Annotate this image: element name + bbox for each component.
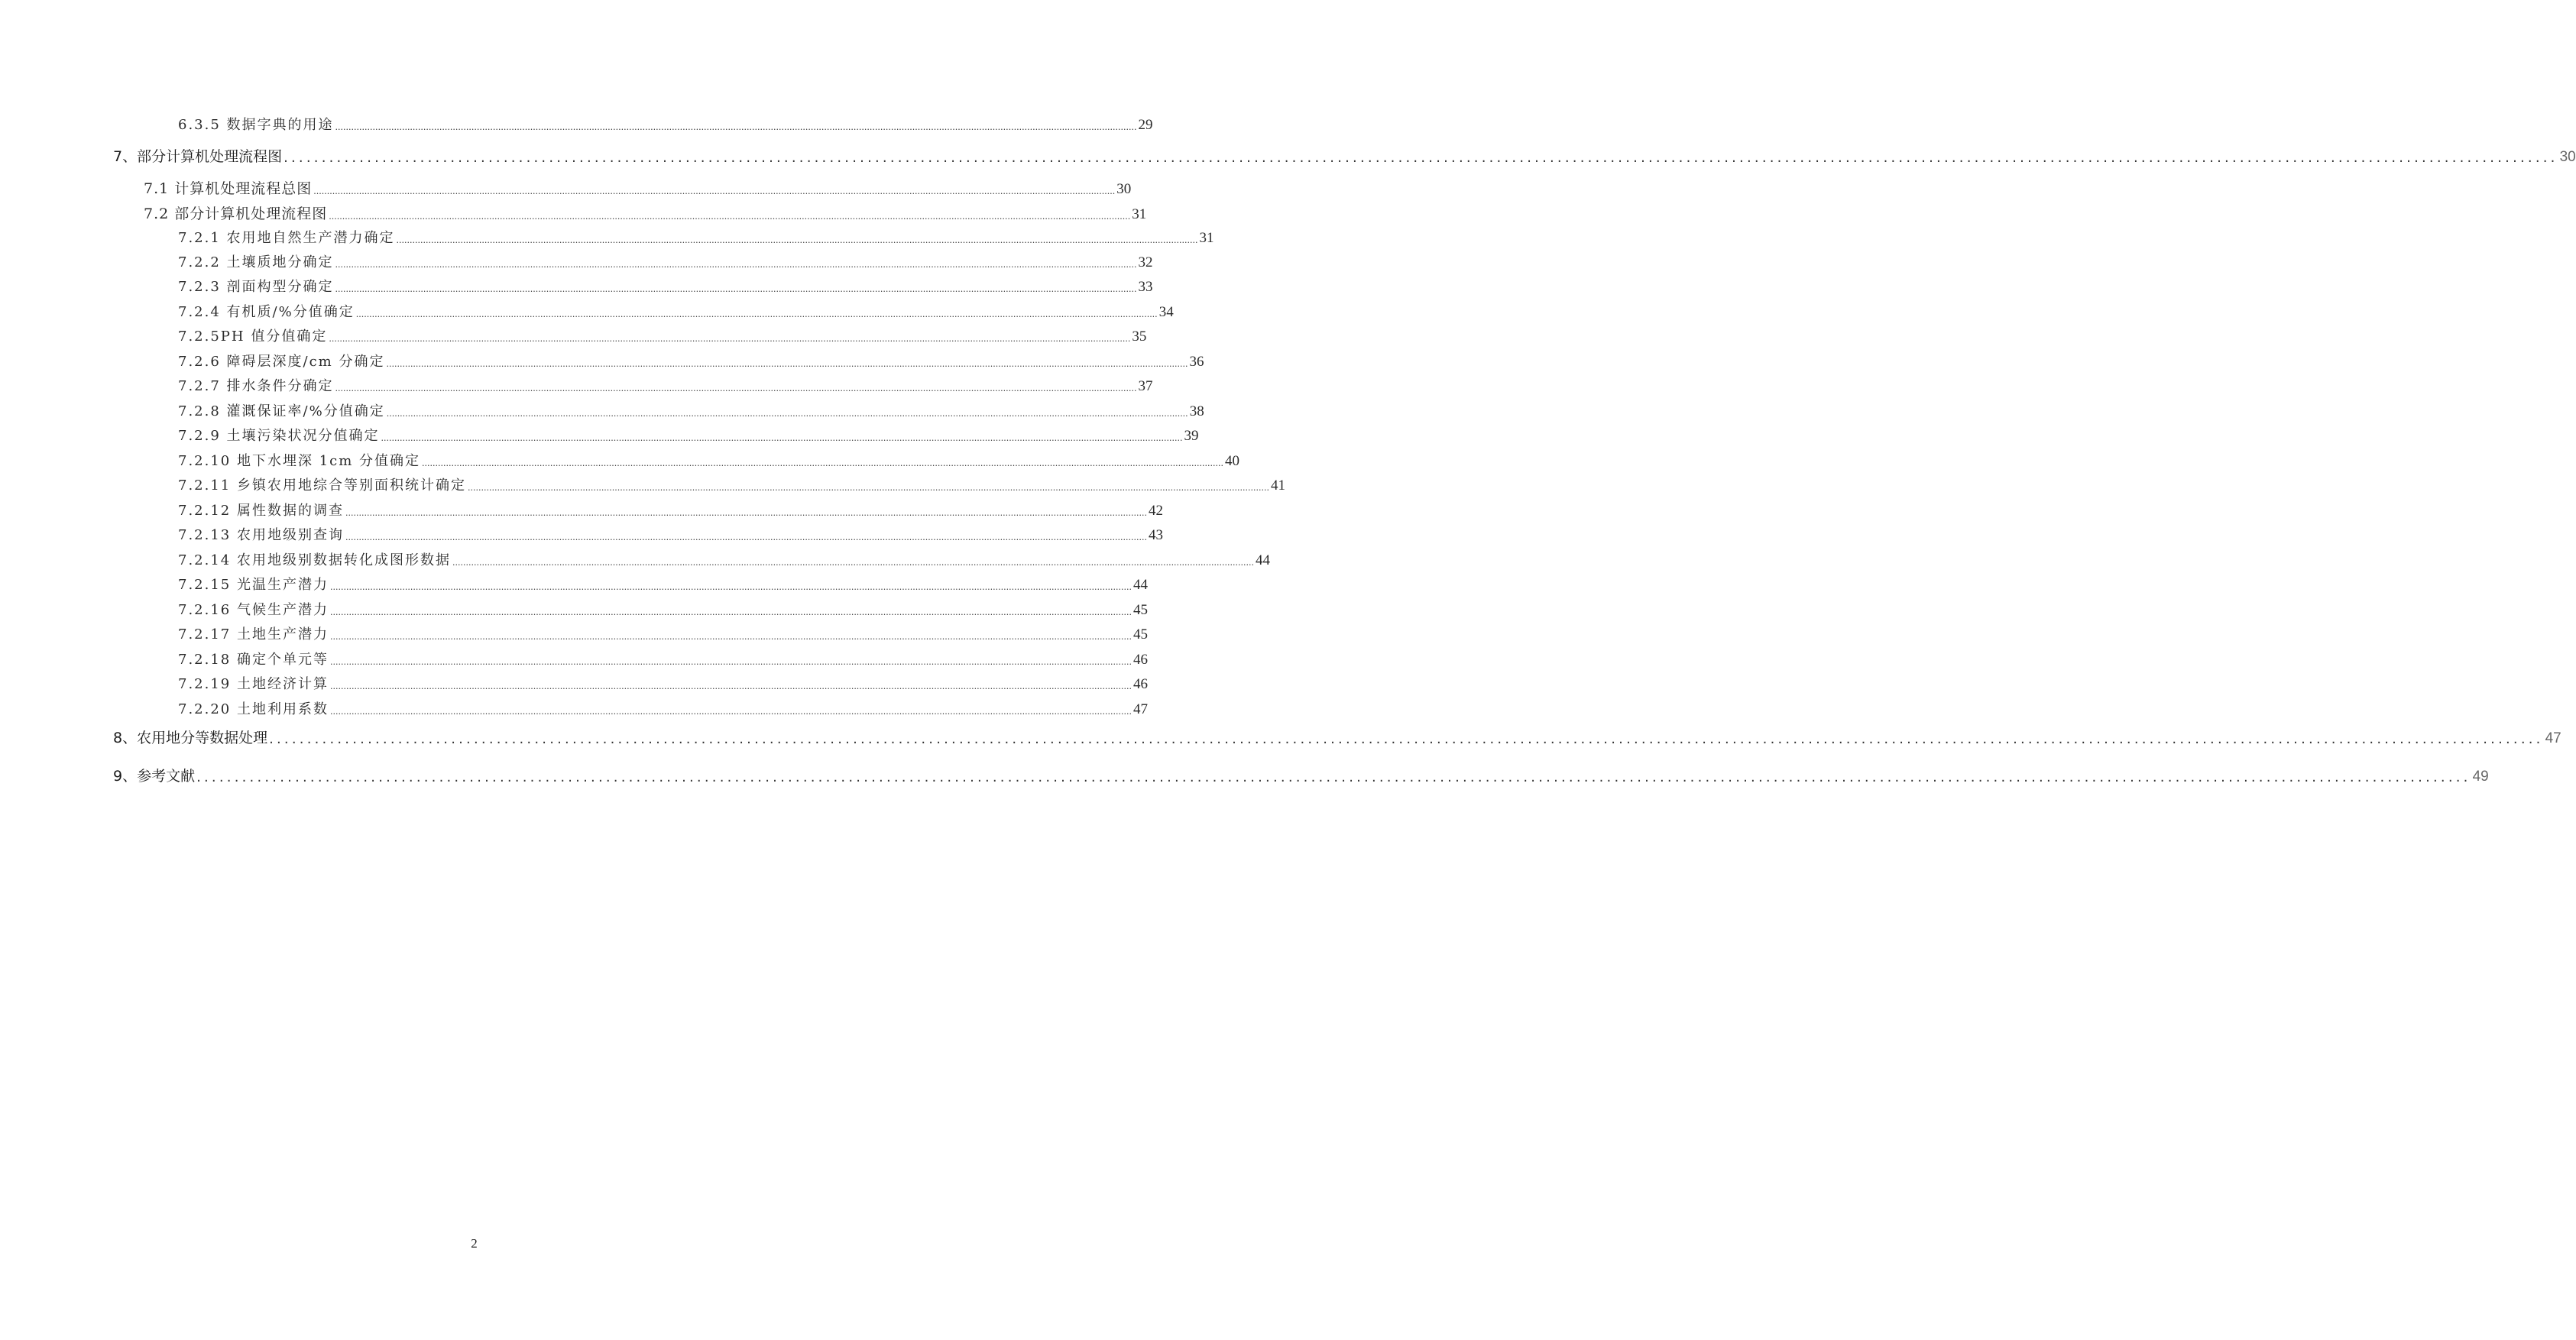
toc-dot-leader: ............................................................................................................................................................................................................................................................................................................ (329, 607, 1132, 617)
toc-dot-leader: ............................................................................................................................................................................................................................................................................................................ (335, 122, 1137, 132)
toc-entry[interactable] (113, 765, 2489, 785)
toc-entry[interactable] (144, 202, 1147, 223)
toc-entry-title: 7.1 计算机处理流程总图 (144, 180, 313, 197)
toc-entry[interactable] (178, 474, 1285, 494)
toc-entry-page: 36 (1189, 354, 1204, 370)
toc-entry-title: 7.2.7 排水条件分确定 (178, 378, 334, 394)
toc-dot-leader: ............................................................................................................................................................................................................................................................................................................ (284, 150, 2558, 166)
toc-dot-leader: ............................................................................................................................................................................................................................................................................................................ (386, 409, 1188, 419)
toc-entry-title: 7.2.19 土地经济计算 (178, 676, 329, 692)
toc-entry-page: 47 (2545, 730, 2561, 746)
toc-entry[interactable] (178, 599, 1148, 619)
toc-dot-leader: ............................................................................................................................................................................................................................................................................................................ (422, 458, 1224, 468)
toc-entry[interactable] (178, 400, 1204, 420)
toc-dot-leader: ............................................................................................................................................................................................................................................................................................................ (467, 483, 1269, 493)
toc-entry[interactable] (178, 114, 1153, 134)
toc-entry-page: 47 (1132, 701, 1148, 717)
toc-entry-title: 9、参考文献 (113, 768, 196, 785)
toc-dot-leader: ............................................................................................................................................................................................................................................................................................................ (313, 186, 1116, 196)
toc-entry[interactable] (178, 301, 1174, 321)
toc-entry[interactable] (178, 450, 1240, 470)
toc-dot-leader: ............................................................................................................................................................................................................................................................................................................ (329, 657, 1132, 667)
toc-entry[interactable] (178, 673, 1148, 693)
toc-dot-leader: ............................................................................................................................................................................................................................................................................................................ (396, 235, 1198, 245)
toc-entry-title: 8、农用地分等数据处理 (113, 730, 268, 746)
toc-dot-leader: ............................................................................................................................................................................................................................................................................................................ (386, 359, 1188, 369)
toc-entry-title: 7.2.6 障碍层深度/cm 分确定 (178, 354, 385, 370)
toc-entry-page: 39 (1184, 428, 1199, 444)
toc-entry[interactable] (178, 549, 1270, 569)
toc-entry[interactable] (178, 227, 1214, 247)
toc-entry-page: 37 (1138, 378, 1153, 394)
toc-entry-title: 7.2 部分计算机处理流程图 (144, 206, 328, 222)
toc-entry-page: 38 (1189, 403, 1204, 419)
toc-entry-page: 45 (1132, 626, 1148, 642)
toc-entry[interactable] (178, 524, 1163, 544)
toc-dot-leader: ............................................................................................................................................................................................................................................................................................................ (329, 707, 1132, 717)
toc-entry-title: 6.3.5 数据字典的用途 (178, 117, 334, 133)
toc-entry-title: 7.2.2 土壤质地分确定 (178, 254, 334, 270)
toc-entry-page: 32 (1138, 254, 1153, 270)
toc-dot-leader: ............................................................................................................................................................................................................................................................................................................ (355, 309, 1158, 319)
toc-entry-page: 29 (1138, 117, 1153, 133)
toc-entry-page: 41 (1270, 477, 1285, 494)
toc-dot-leader: ............................................................................................................................................................................................................................................................................................................ (329, 582, 1132, 592)
toc-dot-leader: ............................................................................................................................................................................................................................................................................................................ (329, 681, 1132, 691)
toc-entry-title: 7.2.13 农用地级别查询 (178, 527, 344, 543)
toc-dot-leader: ............................................................................................................................................................................................................................................................................................................ (452, 558, 1254, 568)
toc-entry[interactable] (178, 698, 1148, 718)
toc-entry-page: 35 (1132, 329, 1147, 345)
toc-entry[interactable] (178, 500, 1163, 519)
toc-entry-page: 49 (2472, 769, 2489, 785)
toc-entry-title: 7.2.18 确定个单元等 (178, 652, 329, 668)
toc-dot-leader: ............................................................................................................................................................................................................................................................................................................ (329, 212, 1131, 222)
toc-dot-leader: ............................................................................................................................................................................................................................................................................................................ (381, 433, 1183, 443)
toc-entry[interactable] (113, 727, 2561, 747)
toc-entry[interactable] (113, 145, 2576, 166)
toc-entry-page: 33 (1138, 279, 1153, 295)
toc-entry-title: 7.2.5PH 值分值确定 (178, 329, 328, 345)
toc-dot-leader: ............................................................................................................................................................................................................................................................................................................ (345, 532, 1147, 542)
toc-entry[interactable] (178, 251, 1153, 271)
toc-entry[interactable] (144, 177, 1132, 198)
toc-entry-title: 7.2.16 气候生产潜力 (178, 602, 329, 618)
toc-entry-title: 7.2.12 属性数据的调查 (178, 503, 344, 519)
toc-entry-page: 30 (1116, 181, 1132, 197)
toc-dot-leader: ............................................................................................................................................................................................................................................................................................................ (196, 769, 2471, 785)
toc-dot-leader: ............................................................................................................................................................................................................................................................................................................ (329, 334, 1131, 344)
toc-dot-leader: ............................................................................................................................................................................................................................................................................................................ (269, 731, 2544, 747)
toc-entry-page: 30 (2559, 149, 2576, 165)
toc-entry-title: 7.2.3 剖面构型分确定 (178, 279, 334, 295)
page-number: 2 (471, 1236, 478, 1251)
toc-entry[interactable] (178, 649, 1148, 668)
toc-entry-page: 43 (1148, 527, 1163, 543)
toc-entry-title: 7.2.9 土壤污染状况分值确定 (178, 428, 380, 444)
toc-entry-title: 7.2.1 农用地自然生产潜力确定 (178, 230, 395, 246)
toc-entry-title: 7.2.4 有机质/%分值确定 (178, 304, 355, 320)
toc-entry[interactable] (178, 623, 1148, 643)
toc-entry[interactable] (178, 325, 1147, 345)
toc-dot-leader: ............................................................................................................................................................................................................................................................................................................ (335, 384, 1137, 393)
toc-entry-title: 7.2.11 乡镇农用地综合等别面积统计确定 (178, 477, 466, 494)
toc-entry-page: 31 (1199, 230, 1214, 246)
toc-entry-page: 34 (1158, 304, 1174, 320)
toc-entry-title: 7、部分计算机处理流程图 (113, 148, 283, 165)
toc-entry-title: 7.2.20 土地利用系数 (178, 701, 329, 717)
toc-entry[interactable] (178, 574, 1148, 594)
toc-entry-page: 45 (1132, 602, 1148, 618)
toc-dot-leader: ............................................................................................................................................................................................................................................................................................................ (335, 284, 1137, 294)
toc-entry-title: 7.2.8 灌溉保证率/%分值确定 (178, 403, 385, 419)
toc-entry-page: 46 (1132, 676, 1148, 692)
toc-entry-page: 40 (1225, 453, 1240, 469)
toc-entry-page: 46 (1132, 652, 1148, 668)
toc-entry[interactable] (178, 425, 1199, 445)
toc-entry[interactable] (178, 351, 1204, 371)
toc-entry[interactable] (178, 276, 1153, 296)
toc-entry-page: 42 (1148, 503, 1163, 519)
toc-entry-title: 7.2.10 地下水埋深 1cm 分值确定 (178, 453, 421, 469)
toc-entry-page: 44 (1255, 552, 1270, 568)
toc-entry-title: 7.2.15 光温生产潜力 (178, 577, 329, 593)
toc-entry-title: 7.2.17 土地生产潜力 (178, 626, 329, 642)
toc-entry-page: 44 (1132, 577, 1148, 593)
toc-entry-page: 31 (1132, 206, 1147, 222)
toc-dot-leader: ............................................................................................................................................................................................................................................................................................................ (329, 632, 1132, 642)
toc-dot-leader: ............................................................................................................................................................................................................................................................................................................ (335, 260, 1137, 270)
toc-dot-leader: ............................................................................................................................................................................................................................................................................................................ (345, 508, 1147, 518)
toc-entry-title: 7.2.14 农用地级别数据转化成图形数据 (178, 552, 451, 568)
toc-entry[interactable] (178, 375, 1153, 395)
